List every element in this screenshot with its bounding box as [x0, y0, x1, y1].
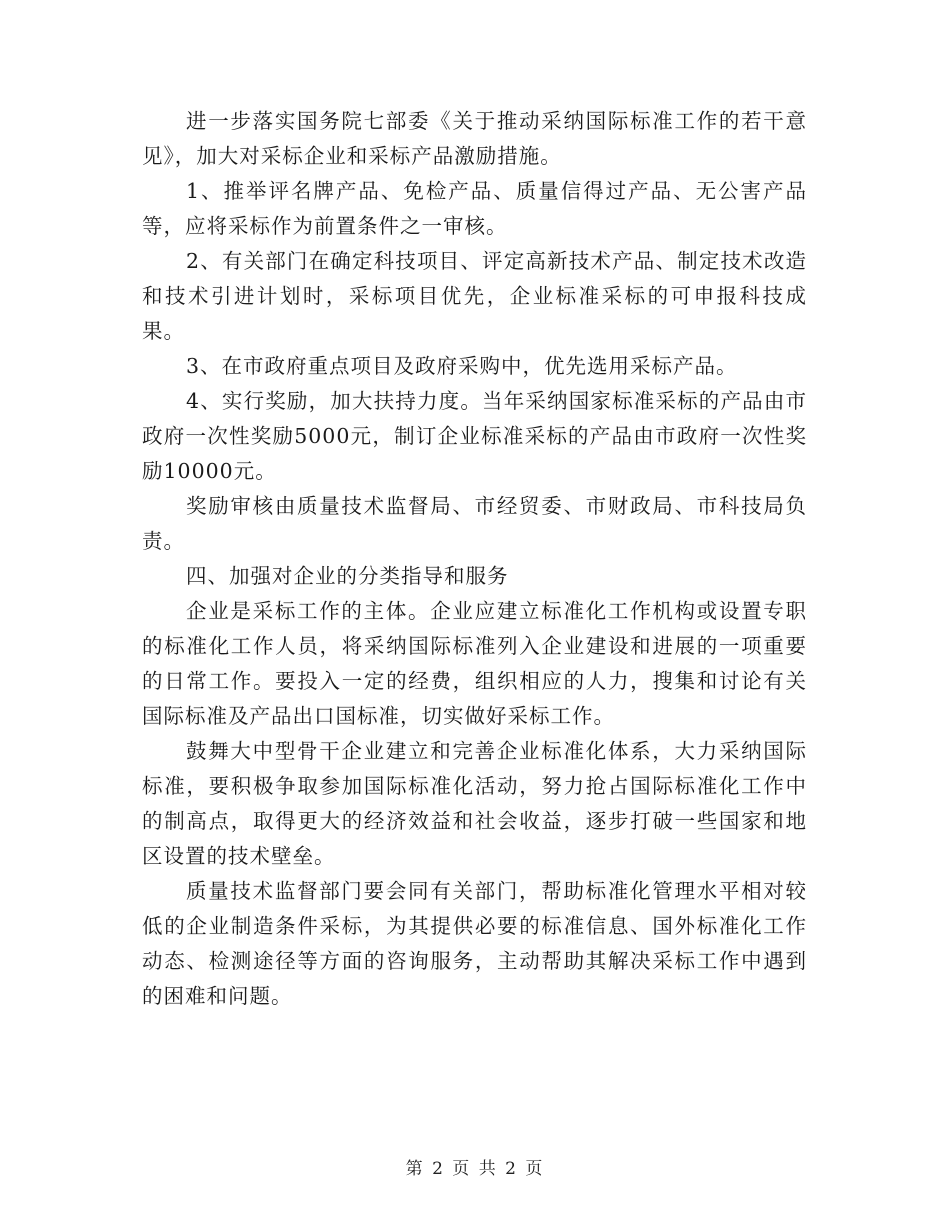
page-number-footer: 第 2 页 共 2 页 — [405, 1159, 545, 1179]
paragraph-encourage-enterprises: 鼓舞大中型骨干企业建立和完善企业标准化体系，大力采纳国际标准，要积极争取参加国际标准化活动，努力抢占国际标准化工作中的制高点，取得更大的经济效益和社会收益，逐步打破一些国家和地区设置的技术壁垒。 — [142, 739, 807, 868]
paragraph-intro: 进一步落实国务院七部委《关于推动采纳国际标准工作的若干意见》，加大对采标企业和采标产品激励措施。 — [142, 109, 807, 168]
paragraph-reward-review: 奖励审核由质量技术监督局、市经贸委、市财政局、市科技局负责。 — [142, 494, 807, 553]
paragraph-item-1: 1、推举评名牌产品、免检产品、质量信得过产品、无公害产品等，应将采标作为前置条件之一审核。 — [142, 179, 807, 238]
section-heading-4: 四、加强对企业的分类指导和服务 — [186, 564, 509, 588]
paragraph-item-4: 4、实行奖励，加大扶持力度。当年采纳国家标准采标的产品由市政府一次性奖励5000元，制订企业标准采标的产品由市政府一次性奖励10000元。 — [142, 389, 807, 483]
paragraph-item-3: 3、在市政府重点项目及政府采购中，优先选用采标产品。 — [186, 354, 738, 378]
document-body — [142, 104, 807, 1014]
paragraph-enterprise-subject: 企业是采标工作的主体。企业应建立标准化工作机构或设置专职的标准化工作人员，将采纳国际标准列入企业建设和进展的一项重要的日常工作。要投入一定的经费，组织相应的人力，搜集和讨论有关国际标准及产品出口国标准，切实做好采标工作。 — [142, 599, 807, 728]
paragraph-supervision-help: 质量技术监督部门要会同有关部门，帮助标准化管理水平相对较低的企业制造条件采标，为其提供必要的标准信息、国外标准化工作动态、检测途径等方面的咨询服务，主动帮助其解决采标工作中遇到的困难和问题。 — [142, 879, 807, 1008]
paragraph-item-2: 2、有关部门在确定科技项目、评定高新技术产品、制定技术改造和技术引进计划时，采标项目优先，企业标准采标的可申报科技成果。 — [142, 249, 807, 343]
